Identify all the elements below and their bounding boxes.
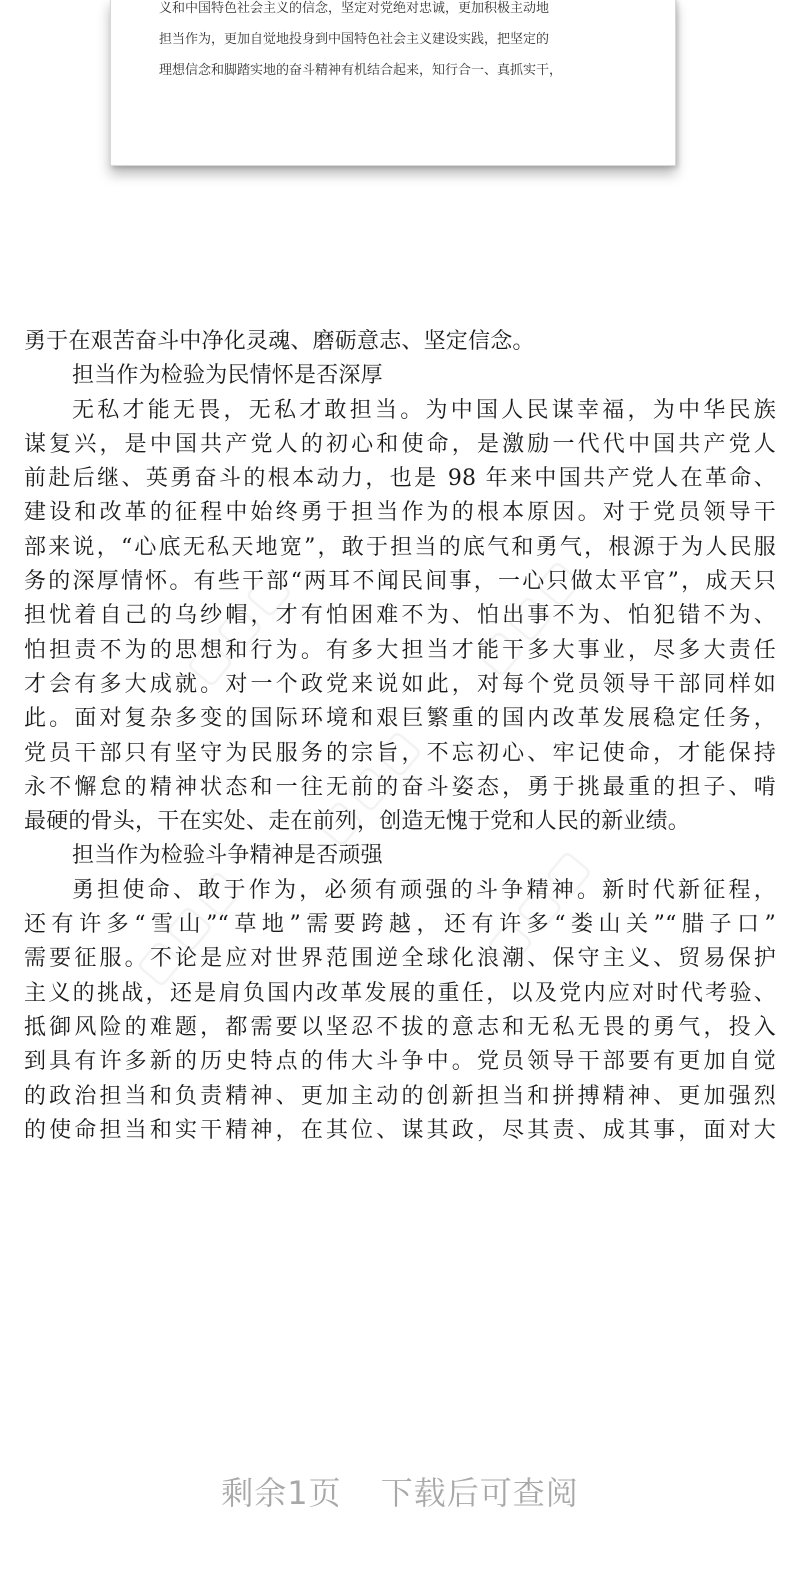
watermark-mark: ▢▢▢ <box>464 546 592 685</box>
body-line: 永不懈怠的精神状态和一往无前的奋斗姿态，勇于挑最重的担子、啃 <box>24 774 776 800</box>
watermark-mark: ▢▢▢ <box>124 856 252 995</box>
body-line: 的政治担当和负责精神、更加主动的创新担当和拼搏精神、更加强烈 <box>24 1083 776 1109</box>
remaining-pages-label: 剩余1页 <box>221 1474 342 1512</box>
section-heading: 担当作为检验为民情怀是否深厚 <box>72 363 383 389</box>
document-body <box>24 325 776 1148</box>
body-line: 无私才能无畏，无私才敢担当。为中国人民谋幸福，为中华民族 <box>72 397 776 423</box>
body-line: 担忧着自己的乌纱帽，才有怕困难不为、怕出事不为、怕犯错不为、 <box>24 603 776 629</box>
body-line: 怕担责不为的思想和行为。有多大担当才能干多大事业，尽多大责任 <box>24 637 776 663</box>
body-line: 此。面对复杂多变的国际环境和艰巨繁重的国内改革发展稳定任务， <box>24 706 776 732</box>
preview-line-1: 义和中国特色社会主义的信念，坚定对党绝对忠诚，更加积极主动地 <box>159 1 550 16</box>
body-line: 的使命担当和实干精神，在其位、谋其政，尽其责、成其事，面对大 <box>24 1117 776 1143</box>
body-line: 抵御风险的难题，都需要以坚忍不拔的意志和无私无畏的勇气，投入 <box>24 1014 776 1040</box>
body-line: 才会有多大成就。对一个政党来说如此，对每个党员领导干部同样如 <box>24 671 776 697</box>
preview-page-card <box>110 0 676 166</box>
section-heading: 担当作为检验斗争精神是否顽强 <box>72 843 383 869</box>
watermark-mark: ▢▢▢ <box>304 716 432 855</box>
body-line: 最硬的骨头，干在实处、走在前列，创造无愧于党和人民的新业绩。 <box>24 809 691 835</box>
body-line: 需要征服。不论是应对世界范围逆全球化浪潮、保守主义、贸易保护 <box>24 946 776 972</box>
body-line: 主义的挑战，还是肩负国内改革发展的重任，以及党内应对时代考验、 <box>24 980 776 1006</box>
body-line: 建设和改革的征程中始终勇于担当作为的根本原因。对于党员领导干 <box>24 500 776 526</box>
watermark-mark: ▢▢▢ <box>474 836 602 975</box>
body-line: 前赴后继、英勇奋斗的根本动力，也是 98 年来中国共产党人在革命、 <box>24 466 776 492</box>
preview-line-3: 理想信念和脚踏实地的奋斗精神有机结合起来，知行合一、真抓实干， <box>159 63 563 78</box>
body-line: 勇担使命、敢于作为，必须有顽强的斗争精神。新时代新征程， <box>72 877 776 903</box>
body-line: 党员干部只有坚守为民服务的宗旨，不忘初心、牢记使命，才能保持 <box>24 740 776 766</box>
watermark-mark: ▢▢▢ <box>174 556 302 695</box>
body-line: 还有许多“雪山”“草地”需要跨越，还有许多“娄山关”“腊子口” <box>24 912 776 938</box>
body-line: 务的深厚情怀。有些干部“两耳不闻民间事，一心只做太平官”，成天只 <box>24 569 776 595</box>
download-to-view-label: 下载后可查阅 <box>380 1474 579 1512</box>
download-prompt[interactable] <box>0 1468 800 1514</box>
body-line: 勇于在艰苦奋斗中净化灵魂、磨砺意志、坚定信念。 <box>24 329 535 354</box>
body-line: 部来说，“心底无私天地宽”，敢于担当的底气和勇气，根源于为人民服 <box>24 534 776 560</box>
preview-line-2: 担当作为，更加自觉地投身到中国特色社会主义建设实践，把坚定的 <box>159 32 550 47</box>
body-line: 谋复兴，是中国共产党人的初心和使命，是激励一代代中国共产党人 <box>24 431 776 457</box>
body-line: 到具有许多新的历史特点的伟大斗争中。党员领导干部要有更加自觉 <box>24 1049 776 1075</box>
